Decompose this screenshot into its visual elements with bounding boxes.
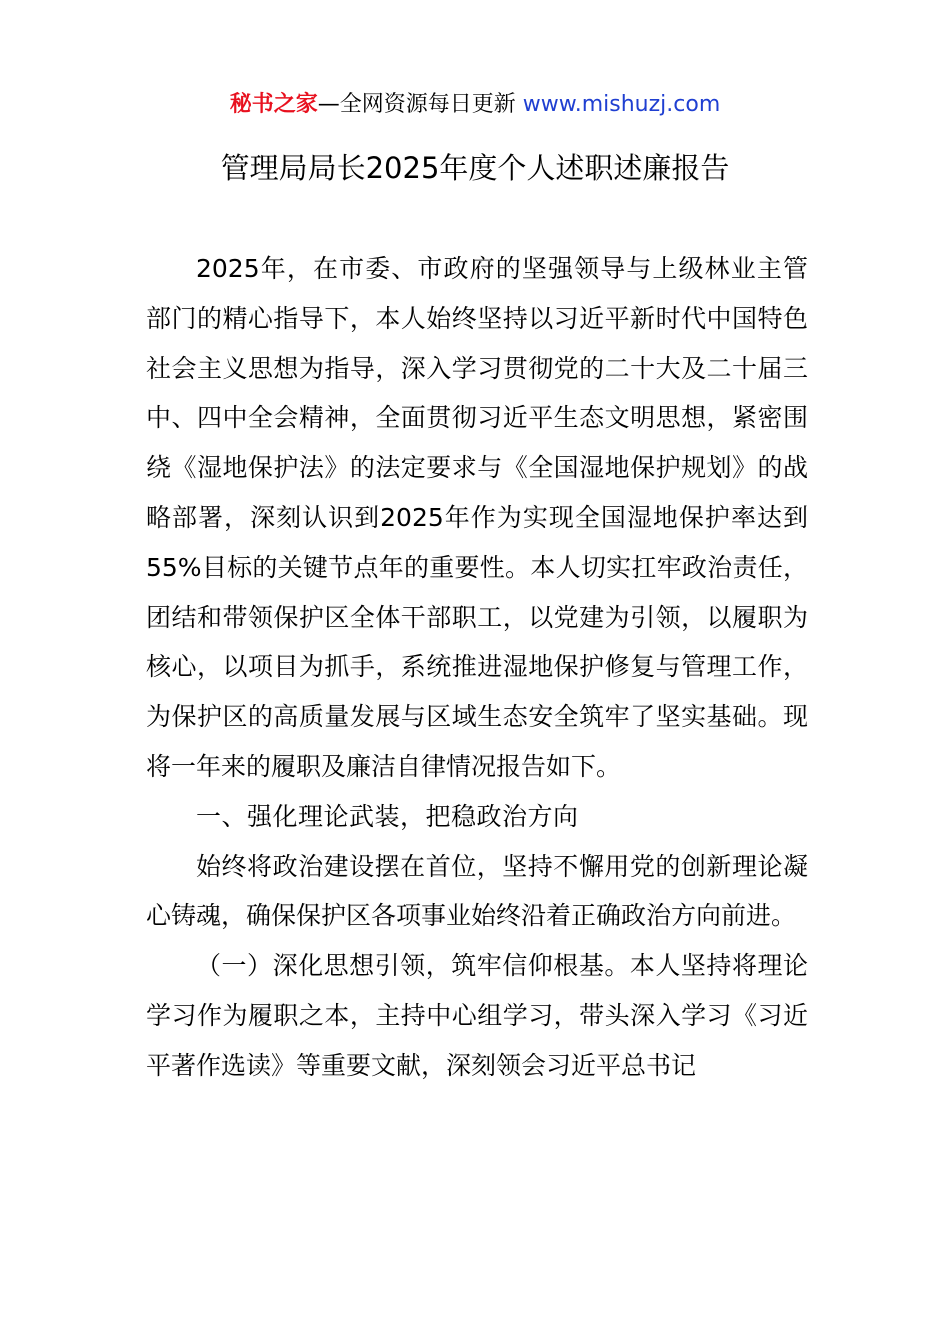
subsection-paragraph-1: （一）深化思想引领，筑牢信仰根基。本人坚持将理论学习作为履职之本，主持中心组学习，带头深入学习《习近平著作选读》等重要文献，深刻领会习近平总书记 [146, 951, 808, 1080]
site-brand: 秘书之家 [229, 92, 318, 117]
section-heading-1: 一、强化理论武装，把稳政治方向 [196, 801, 579, 831]
site-url-link[interactable]: www.mishuzj.com [522, 92, 721, 117]
intro-paragraph: 2025年，在市委、市政府的坚强领导与上级林业主管部门的精心指导下，本人始终坚持以习近平新时代中国特色社会主义思想为指导，深入学习贯彻党的二十大及二十届三中、四中全会精神，全面贯彻习近平生态文明思想，紧密围绕《湿地保护法》的法定要求与《全国湿地保护规划》的战略部署，深刻认识到2025年作为实现全国湿地保护率达到55%目标的关键节点年的重要性。本人切实扛牢政治责任，团结和带领保护区全体干部职工，以党建为引领，以履职为核心，以项目为抓手，系统推进湿地保护修复与管理工作，为保护区的高质量发展与区域生态安全筑牢了坚实基础。现将一年来的履职及廉洁自律情况报告如下。 [146, 254, 808, 781]
section-paragraph-1: 始终将政治建设摆在首位，坚持不懈用党的创新理论凝心铸魂，确保保护区各项事业始终沿着正确政治方向前进。 [146, 851, 808, 931]
document-body [146, 244, 808, 1091]
site-header [0, 88, 950, 122]
site-tagline: —全网资源每日更新 [317, 92, 523, 117]
document-title: 管理局局长2025年度个人述职述廉报告 [220, 151, 730, 185]
